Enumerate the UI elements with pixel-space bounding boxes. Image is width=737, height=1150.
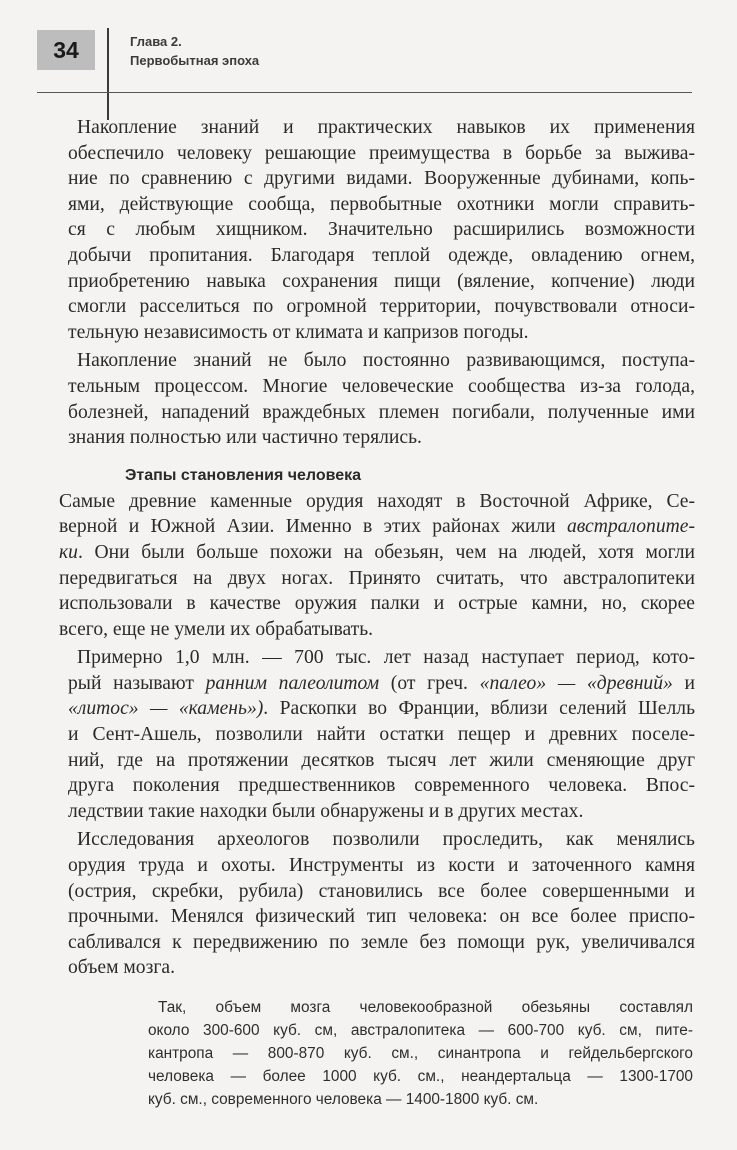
text-run: (от греч.	[379, 672, 480, 694]
footnote-block	[148, 996, 693, 1111]
text-line: орудия труда и охоты. Инструменты из кости и заточенного камня	[68, 855, 695, 877]
text-line: смогли расселиться по огромной территории, почувствовали относи-	[68, 296, 695, 318]
note-line: кантропа — 800-870 куб. см., синантропа и гейдельбергского	[148, 1045, 693, 1062]
text-line: обеспечило человеку решающие преимущества в борьбе за выжива-	[68, 142, 695, 164]
text-line: добычи пропитания. Благодаря теплой одежде, овладению огнем,	[68, 244, 695, 266]
header-vertical-rule	[107, 28, 109, 120]
text-line: тельным процессом. Многие человеческие сообщества из-за голода,	[68, 375, 695, 397]
text-line: знания полностью или частично терялись.	[68, 427, 422, 449]
text-run: верной и Южной Азии. Именно в этих районах жили	[59, 516, 567, 538]
chapter-title: Первобытная эпоха	[130, 53, 260, 68]
text-run: . Раскопки во Франции, вблизи селений Шелль	[263, 698, 696, 720]
text-line	[68, 671, 695, 697]
text-line: передвигаться на двух ногах. Принято считать, что австралопитеки	[59, 567, 695, 589]
section-heading: Этапы становления человека	[125, 466, 362, 484]
text-line: болезней, нападений враждебных племен погибали, полученные ими	[68, 401, 695, 423]
note-line: человека — более 1000 куб. см., неандертальца — 1300-1700	[148, 1068, 693, 1085]
note-line: около 300-600 куб. см, австралопитека — 600-700 куб. см, пите-	[148, 1022, 693, 1039]
page-number	[37, 30, 95, 70]
text-line: ние по сравнению с другими видами. Вооруженные дубинами, копь-	[68, 168, 695, 190]
text-line: и Сент-Ашель, позволили найти остатки пещер и древних поселе-	[68, 724, 695, 746]
term-italic: ки	[59, 541, 78, 563]
text-line: ледствии такие находки были обнаружены и в других местах.	[68, 800, 584, 822]
text-line: всего, еще не умели их обрабатывать.	[59, 618, 374, 640]
chapter-label: Глава 2.	[130, 34, 182, 49]
text-line: объем мозга.	[68, 957, 175, 979]
text-run: . Они были больше похожи на обезьян, чем на людей, хотя могли	[77, 541, 695, 563]
paragraph-4	[68, 645, 695, 824]
term-italic: «литос» — «камень»)	[68, 698, 264, 720]
text-line: Примерно 1,0 млн. — 700 тыс. лет назад наступает период, кото-	[77, 647, 695, 669]
main-text	[59, 115, 696, 981]
text-line: ний, где на протяжении десятков тысяч лет жили сменяющие друг	[68, 749, 695, 771]
page-number-text: 34	[53, 36, 79, 63]
text-line	[68, 696, 695, 722]
text-run: и	[672, 672, 696, 694]
note-line: Так, объем мозга человекообразной обезьяны составлял	[158, 999, 693, 1016]
text-line: Накопление знаний и практических навыков их применения	[77, 117, 695, 138]
term-italic: ранним палеолитом	[205, 672, 380, 694]
text-line: Самые древние каменные орудия находят в Восточной Африке, Се-	[59, 490, 695, 512]
header-horizontal-rule	[37, 92, 692, 93]
text-line: сабливался к передвижению по земле без помощи рук, увеличивался	[68, 931, 695, 953]
text-line: Накопление знаний не было постоянно развивающимся, поступа-	[77, 350, 695, 372]
text-line: (острия, скребки, рубила) становились все более совершенными и	[68, 880, 695, 902]
text-line: Исследования археологов позволили проследить, как менялись	[77, 829, 695, 851]
note-line: куб. см., современного человека — 1400-1800 куб. см.	[148, 1091, 539, 1108]
text-line: использовали в качестве оружия палки и острые камни, но, скорее	[59, 593, 695, 615]
paragraph-5	[68, 827, 695, 981]
paragraph-3	[59, 489, 695, 643]
term-italic: «палео» — «древний»	[479, 672, 673, 694]
paragraph-1	[68, 115, 695, 345]
text-line: тельную независимость от климата и капризов погоды.	[68, 321, 529, 343]
text-line: друга поколения предшественников современного человека. Впос-	[68, 775, 695, 797]
paragraph-2	[68, 348, 695, 450]
text-line: прочными. Менялся физический тип человека: он все более приспо-	[68, 906, 695, 928]
text-line	[59, 514, 695, 540]
text-line: ся с любым хищником. Значительно расширились возможности	[68, 219, 695, 241]
text-line: ями, действующие сообща, первобытные охотники могли справить-	[68, 193, 695, 215]
term-italic: австралопите-	[566, 516, 695, 538]
text-line	[59, 540, 695, 566]
text-line: приобретению навыка сохранения пищи (вяление, копчение) люди	[68, 270, 695, 292]
text-run: рый называют	[68, 672, 206, 694]
